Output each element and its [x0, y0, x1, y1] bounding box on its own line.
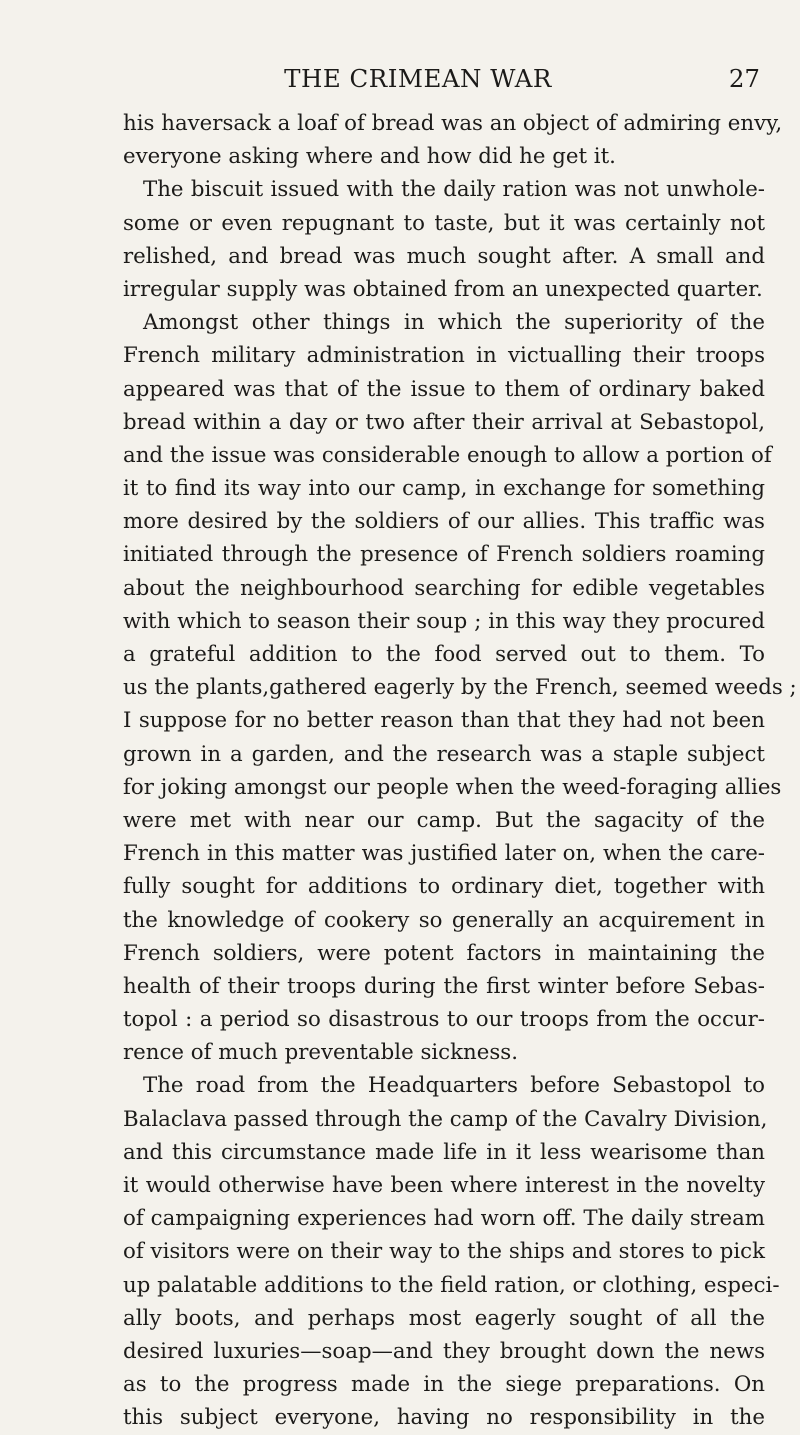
text-line: fully sought for additions to ordinary diet, together with: [123, 874, 765, 900]
text-line: French in this matter was justified later on, when the care-: [123, 841, 765, 867]
text-line: health of their troops during the first winter before Sebas-: [123, 973, 765, 999]
text-line: it would otherwise have been where interest in the novelty: [123, 1173, 765, 1198]
text-line: I suppose for no better reason than that they had not been: [123, 708, 765, 734]
text-line: and this circumstance made life in it less wearisome than: [123, 1139, 765, 1165]
text-line: this subject everyone, having no responsibility in the: [123, 1405, 765, 1431]
running-head: THE CRIMEAN WAR: [284, 64, 552, 93]
page-header: [120, 62, 760, 96]
body-text: [123, 107, 797, 1435]
text-line: a grateful addition to the food served out to them. To: [123, 642, 765, 667]
text-line: ally boots, and perhaps most eagerly sought of all the: [123, 1305, 765, 1331]
text-line: the knowledge of cookery so generally an acquirement in: [123, 907, 765, 933]
text-line: it to find its way into our camp, in exchange for something: [123, 476, 765, 502]
text-line: with which to season their soup ; in this way they procured: [123, 608, 765, 634]
text-line: desired luxuries—soap—and they brought down the news: [123, 1338, 765, 1364]
text-line: of visitors were on their way to the ships and stores to pick: [123, 1239, 765, 1265]
text-line: The road from the Headquarters before Sebastopol to: [143, 1073, 765, 1099]
text-line: as to the progress made in the siege preparations. On: [123, 1372, 765, 1398]
text-line: initiated through the presence of French soldiers roaming: [123, 542, 765, 568]
text-line: us the plants,gathered eagerly by the French, seemed weeds ;: [123, 675, 797, 701]
text-line: grown in a garden, and the research was a staple subject: [123, 741, 765, 767]
text-line: up palatable additions to the field ration, or clothing, especi-: [123, 1272, 780, 1298]
text-line: The biscuit issued with the daily ration was not unwhole-: [143, 177, 765, 203]
text-line: topol : a period so disastrous to our troops from the occur-: [123, 1007, 765, 1033]
text-line: more desired by the soldiers of our allies. This traffic was: [123, 509, 765, 535]
text-line: of campaigning experiences had worn off. The daily stream: [123, 1206, 765, 1232]
page-number: 27: [728, 64, 760, 93]
text-line: appeared was that of the issue to them of ordinary baked: [123, 376, 765, 402]
text-line: rence of much preventable sickness.: [123, 1040, 518, 1066]
text-line: French military administration in victualling their troops: [123, 343, 765, 369]
text-line: irregular supply was obtained from an unexpected quarter.: [123, 276, 763, 302]
text-line: French soldiers, were potent factors in maintaining the: [123, 940, 765, 966]
text-line: everyone asking where and how did he get it.: [123, 144, 616, 170]
text-line: Balaclava passed through the camp of the Cavalry Division,: [123, 1106, 768, 1132]
text-line: some or even repugnant to taste, but it was certainly not: [123, 210, 765, 236]
text-line: and the issue was considerable enough to allow a portion of: [123, 442, 772, 468]
text-line: relished, and bread was much sought after. A small and: [123, 243, 765, 269]
text-line: Amongst other things in which the superiority of the: [143, 310, 765, 336]
text-line: about the neighbourhood searching for edible vegetables: [123, 575, 765, 601]
text-line: bread within a day or two after their arrival at Sebastopol,: [123, 409, 765, 435]
text-line: were met with near our camp. But the sagacity of the: [123, 807, 765, 833]
text-line: his haversack a loaf of bread was an object of admiring envy,: [123, 111, 783, 136]
text-line: for joking amongst our people when the weed-foraging allies: [123, 774, 782, 800]
